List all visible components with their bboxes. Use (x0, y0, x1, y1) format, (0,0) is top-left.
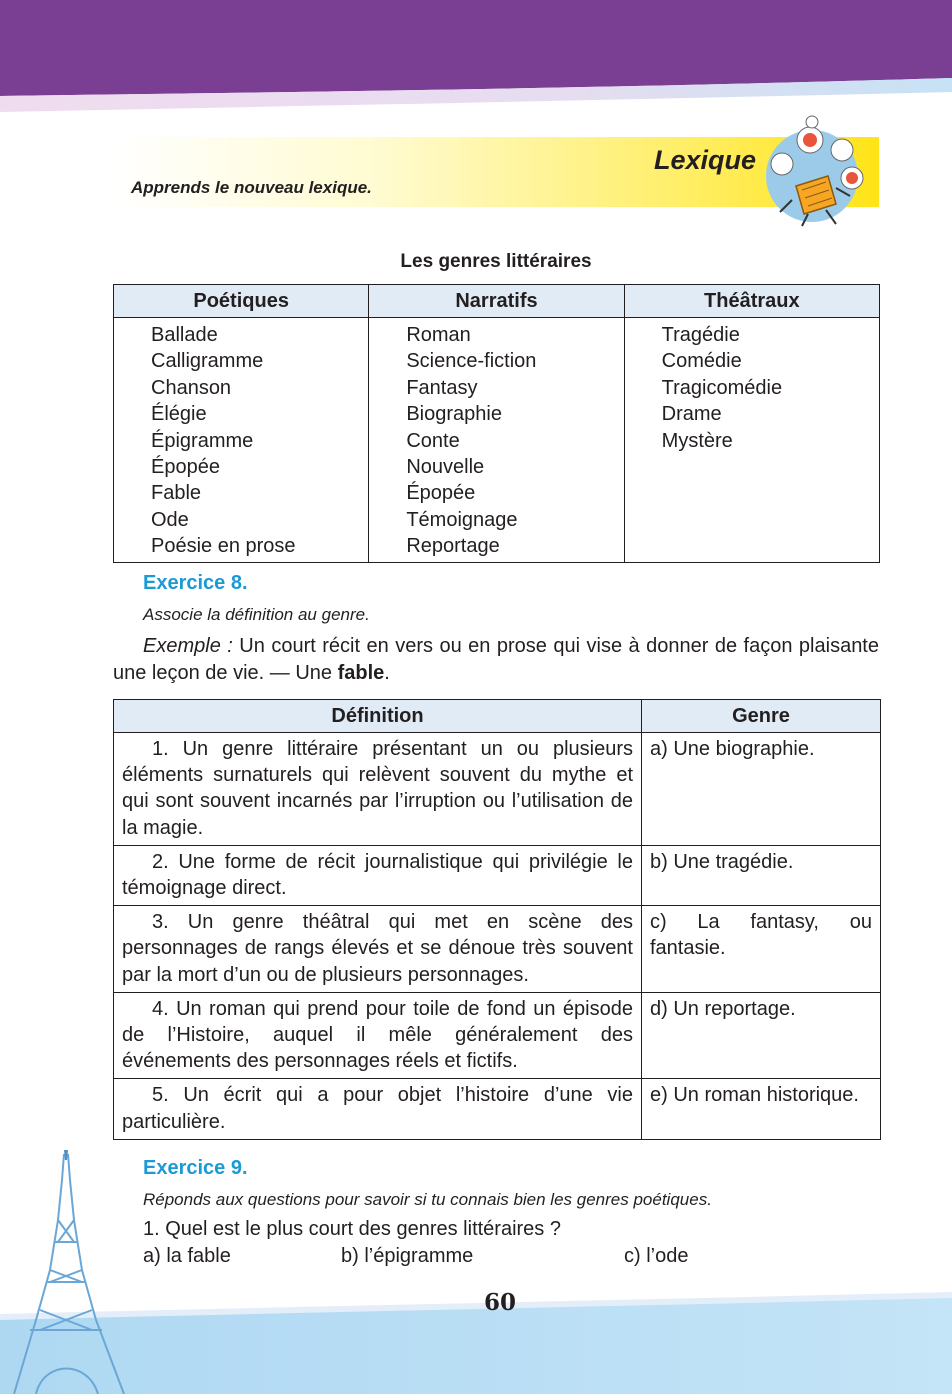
genre-item: Tragicomédie (661, 376, 783, 399)
definition-cell: 2. Une forme de récit journalistique qui privilégie le témoignage direct. (114, 845, 642, 905)
lexique-subtitle: Apprends le nouveau lexique. (131, 178, 372, 197)
genre-item: Ode (151, 508, 189, 531)
genre-item: Fantasy (406, 376, 478, 399)
genre-item: Élégie (151, 403, 207, 426)
genre-item: Épopée (151, 456, 220, 479)
example-answer: fable (337, 661, 385, 684)
exercise-9-instruction: Réponds aux questions pour savoir si tu connais bien les genres poétiques. (143, 1190, 712, 1209)
genre-cell: e) Un roman historique. (642, 1079, 881, 1139)
top-header-band (0, 0, 952, 120)
page-number: 60 (483, 1289, 516, 1316)
genre-item: Reportage (406, 535, 500, 558)
table-row (114, 1079, 881, 1139)
genre-item: Roman (406, 324, 471, 346)
example-end: . (384, 661, 390, 684)
column-header-narratifs: Narratifs (369, 285, 624, 318)
example-text: Un court récit en vers ou en prose qui vise à donner de façon plaisante une leçon de vie. — Une (113, 635, 879, 684)
exercise-9-question: 1. Quel est le plus court des genres littéraires ? (143, 1218, 561, 1240)
definition-cell: 1. Un genre littéraire présentant un ou plusieurs éléments surnaturels qui relèvent souvent du mythe et qui sont souvent incarnés par l’irruption ou l’utilisation de la magie. (114, 733, 642, 846)
lexique-title: Lexique (653, 145, 756, 175)
column-narratifs (369, 318, 624, 563)
genre-item: Drame (661, 403, 722, 426)
genres-table (113, 284, 880, 563)
exercise-8-example (113, 633, 879, 686)
genre-item: Calligramme (151, 350, 264, 373)
genre-cell: c) La fantasy, ou fantasie. (642, 906, 881, 993)
column-header-poetiques: Poétiques (114, 285, 369, 318)
column-header-definition: Définition (114, 700, 642, 733)
column-theatraux (624, 318, 879, 563)
answer-option-b: b) l’épigramme (341, 1245, 474, 1267)
answer-option-a: a) la fable (143, 1245, 231, 1267)
genre-item: Comédie (661, 350, 742, 373)
column-header-genre: Genre (642, 700, 881, 733)
genre-item: Poésie en prose (151, 535, 296, 558)
genre-item: Ballade (151, 324, 218, 346)
genre-item: Mystère (661, 429, 733, 452)
column-poetiques (114, 318, 369, 563)
book-mascot-illustration (762, 114, 870, 230)
example-label: Exemple : (143, 635, 233, 657)
genre-item: Témoignage (406, 508, 518, 531)
answer-option-c: c) l’ode (624, 1245, 689, 1267)
eiffel-tower-illustration (0, 1150, 160, 1394)
table-row (114, 906, 881, 993)
table-row (114, 845, 881, 905)
genre-item: Chanson (151, 376, 232, 399)
genre-item: Conte (406, 429, 460, 452)
genre-item: Nouvelle (406, 456, 485, 479)
table-row (114, 992, 881, 1079)
genre-cell: a) Une biographie. (642, 733, 881, 846)
definition-cell: 4. Un roman qui prend pour toile de fond un épisode de l’Histoire, auquel il mêle généralement des événements des personnages réels et fictifs. (114, 992, 642, 1079)
genre-item: Biographie (406, 403, 502, 426)
genre-cell: b) Une tragédie. (642, 845, 881, 905)
genre-item: Science-fiction (406, 350, 537, 373)
genres-table-caption: Les genres littéraires (400, 251, 592, 272)
exercise-8-title: Exercice 8. (143, 572, 248, 594)
table-row (114, 733, 881, 846)
genre-item: Épigramme (151, 429, 254, 452)
genre-cell: d) Un reportage. (642, 992, 881, 1079)
definition-cell: 5. Un écrit qui a pour objet l’histoire d’une vie particulière. (114, 1079, 642, 1139)
genre-item: Tragédie (661, 324, 740, 346)
definition-genre-table (113, 699, 881, 1140)
column-header-theatraux: Théâtraux (624, 285, 879, 318)
exercise-9-title: Exercice 9. (143, 1157, 248, 1179)
genre-item: Fable (151, 482, 202, 505)
genre-item: Épopée (406, 482, 476, 505)
definition-cell: 3. Un genre théâtral qui met en scène des personnages de rangs élevés et se dénoue très souvent par la mort d’un ou de plusieurs personnages. (114, 906, 642, 993)
exercise-8-instruction: Associe la définition au genre. (143, 605, 370, 624)
